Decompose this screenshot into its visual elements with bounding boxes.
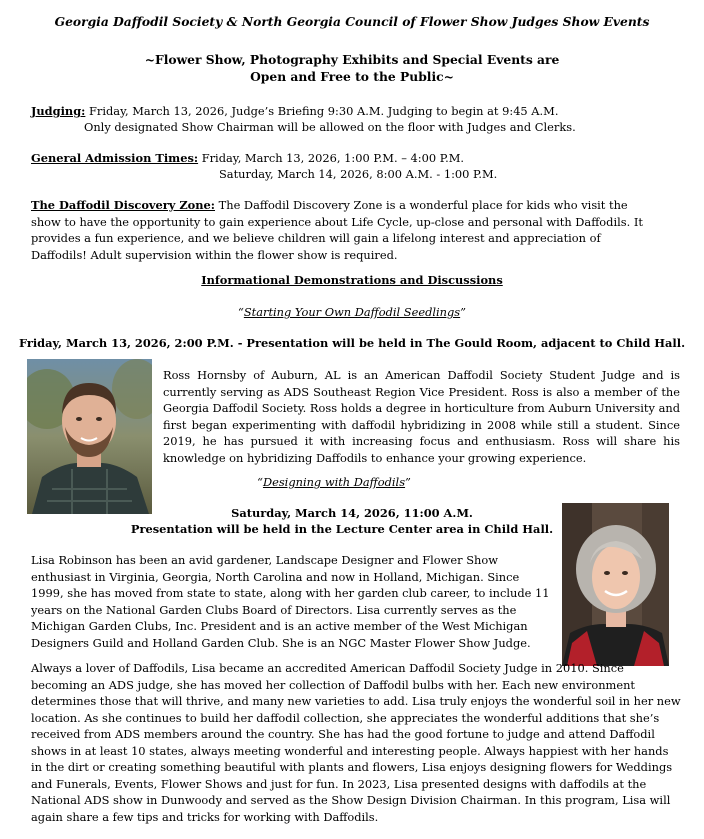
admission-label: General Admission Times: <box>31 151 199 165</box>
discovery-label: The Daffodil Discovery Zone: <box>31 198 216 212</box>
session1-when: Friday, March 13, 2026, 2:00 P.M. - Presentation will be held in The Gould Room, adjacent to Child Hall. <box>18 336 686 350</box>
discovery-paragraph <box>31 197 660 263</box>
demos-heading: Informational Demonstrations and Discussions <box>201 273 503 287</box>
discovery-text: The Daffodil Discovery Zone is a wonderful place for kids who visit the show to have the opportunity to gain experience about Life Cycle, up-close and personal with Daffodils. It provides a fun experience, and we believe children will gain a lifelong interest and appreciation of Daffodils! Adult supervision within the flower show is required. <box>31 198 643 262</box>
page-title: Georgia Daffodil Society & North Georgia Council of Flower Show Judges Show Events <box>54 14 650 29</box>
lisa-bio-1: Lisa Robinson has been an avid gardener, Landscape Designer and Flower Show enthusiast in Virginia, Georgia, North Carolina and now in Holland, Michigan. Since 1999, she has moved from state to state, along with her garden club career, to include 11 years on the National Garden Clubs Board of Directors. Lisa currently serves as the Michigan Garden Clubs, Inc. President and is an active member of the West Michigan Designers Guild and Holland Garden Club. She is an NGC Master Flower Show Judge. <box>31 553 550 650</box>
quote-open: “ <box>238 305 244 319</box>
judging-text: Friday, March 13, 2026, Judge’s Briefing 9:30 A.M. Judging to begin at 9:45 A.M. <box>85 104 559 118</box>
session2-title-text: Designing with Daffodils <box>262 475 406 489</box>
session1-title <box>0 304 704 321</box>
subtitle-line-2: Open and Free to the Public~ <box>250 69 454 84</box>
session1-title-text: Starting Your Own Daffodil Seedlings <box>243 305 461 319</box>
lisa-robinson-photo <box>562 503 669 666</box>
admission-text-1: Friday, March 13, 2026, 1:00 P.M. – 4:00 P.M. <box>198 151 464 165</box>
quote-close: ” <box>405 475 411 489</box>
session2-when-line-1: Saturday, March 14, 2026, 11:00 A.M. <box>231 506 473 520</box>
judging-line-2: Only designated Show Chairman will be allowed on the floor with Judges and Clerks. <box>84 120 576 134</box>
quote-open: “ <box>257 475 263 489</box>
session2-title <box>163 474 505 491</box>
session2-when-line-2: Presentation will be held in the Lecture Center area in Child Hall. <box>130 522 554 536</box>
lisa-bio-2: Always a lover of Daffodils, Lisa became an accredited American Daffodil Society Judge in 2010. Since becoming an ADS judge, she has moved her collection of Daffodil bulbs with her. Each new environment determines those that will thrive, and many new varieties to add. Lisa truly enjoys the wonderful soil in her new location. As she continues to build her daffodil collection, she appreciates the wonderful additions that she’s received from ADS members around the country. She has had the good fortune to judge and attend Daffodil shows in at least 10 states, always meeting wonderful and interesting people. Always happiest with her hands in the dirt or creating something beautiful with plants and flowers, Lisa enjoys designing flowers for Weddings and Funerals, Events, Flower Shows and just for fun. In 2023, Lisa presented designs with daffodils at the National ADS show in Dunwoody and served as the Show Design Division Chairman. In this program, Lisa will again share a few tips and tricks for working with Daffodils. <box>31 661 681 824</box>
quote-close: ” <box>460 305 466 319</box>
judging-label: Judging: <box>31 104 86 118</box>
judging-line-1 <box>31 103 681 120</box>
ross-hornsby-photo <box>27 359 152 514</box>
admission-line-2: Saturday, March 14, 2026, 8:00 A.M. - 1:00 P.M. <box>219 167 498 181</box>
subtitle-line-1: ~Flower Show, Photography Exhibits and Special Events are <box>144 52 560 67</box>
admission-line-1 <box>31 150 681 167</box>
ross-bio: Ross Hornsby of Auburn, AL is an American Daffodil Society Student Judge and is currently serving as ADS Southeast Region Vice President. Ross is also a member of the Georgia Daffodil Society. Ross holds a degree in horticulture from Auburn University and first began experimenting with daffodil hybridizing in 2008 while still a student. Since 2019, he has pursued it with increasing focus and enthusiasm. Ross will share his knowledge on hybridizing Daffodils to enhance your growing experience. <box>163 368 680 465</box>
